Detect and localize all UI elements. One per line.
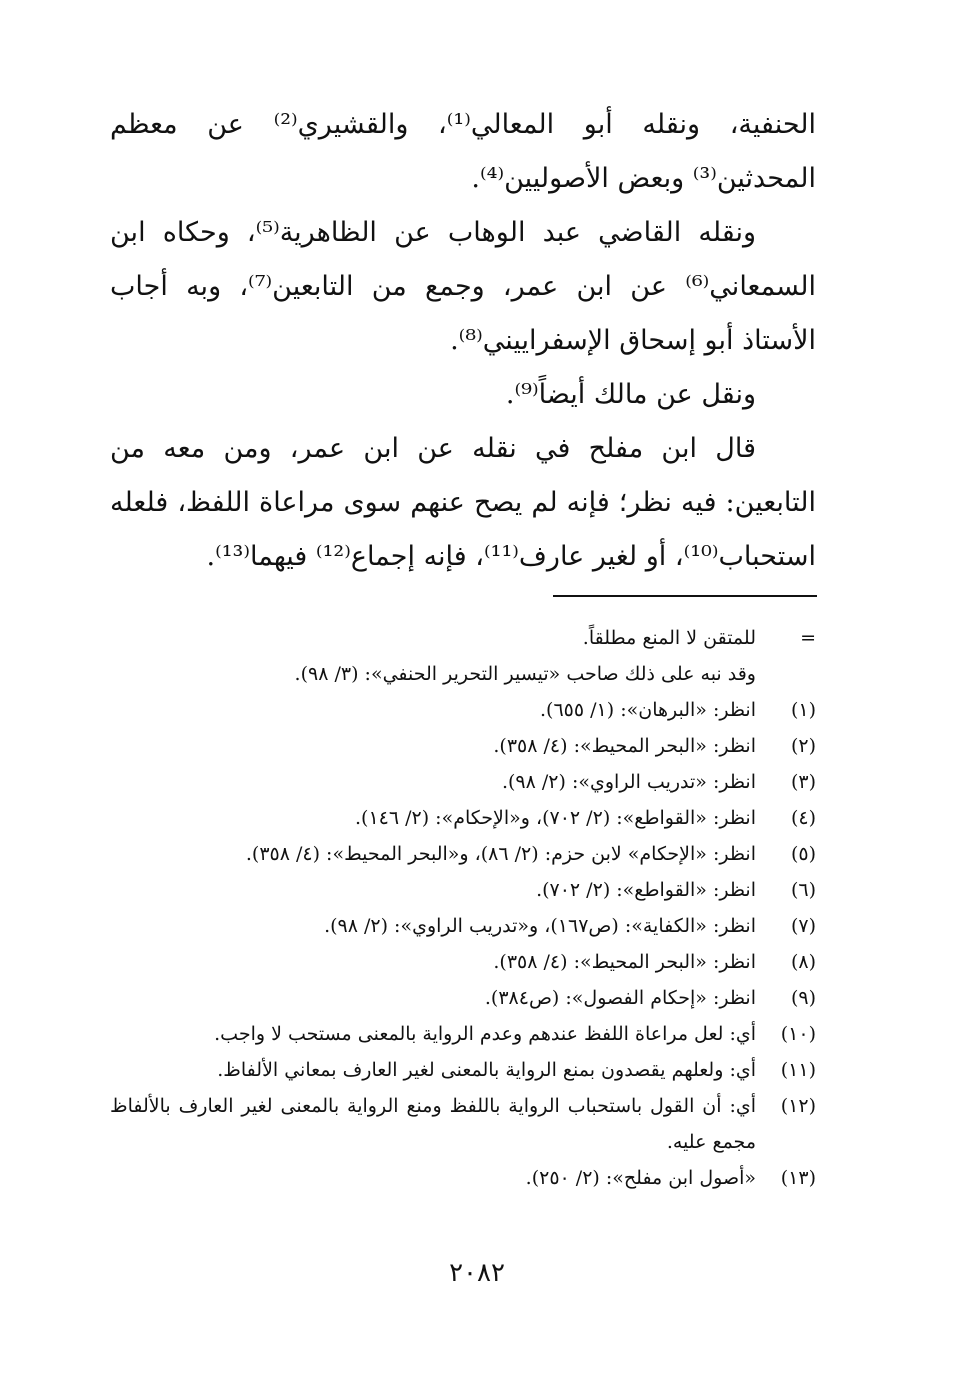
footnote-number: (٩): [790, 987, 816, 1009]
footnote-number: (١٢): [780, 1095, 816, 1117]
footnote-number: (١٣): [780, 1167, 816, 1189]
footnote: [110, 1088, 816, 1160]
footnote: [110, 1160, 816, 1196]
footnote: [110, 692, 816, 728]
footnote-text: انظر: «إحكام الفصول»: (ص٣٨٤).: [484, 987, 756, 1009]
footnote-text: «أصول ابن مفلح»: (٢/ ٢٥٠).: [525, 1167, 756, 1189]
footnote-text: انظر: «البحر المحيط»: (٤/ ٣٥٨).: [493, 951, 756, 973]
footnote-number: (٢): [790, 735, 816, 757]
page-number: ٢٠٨٢: [449, 1258, 505, 1288]
footnote-text: انظر: «الإحكام» لابن حزم: (٢/ ٨٦)، و«البحر المحيط»: (٤/ ٣٥٨).: [245, 843, 756, 865]
footnote: [110, 764, 816, 800]
paragraph-1: الحنفية، ونقله أبو المعالي⁽¹⁾، والقشيري⁽²⁾ عن معظم المحدثين⁽³⁾ وبعض الأصوليين⁽⁴⁾.: [110, 109, 817, 194]
footnote-number: (٤): [790, 807, 816, 829]
footnote-text: انظر: «البرهان»: (١/ ٦٥٥).: [540, 699, 756, 721]
footnote-text: أي: ولعلهم يقصدون بمنع الرواية بالمعنى لغير العارف بمعاني الألفاظ.: [217, 1059, 756, 1081]
main-text: [110, 98, 816, 584]
footnote: [110, 800, 816, 836]
footnote-number: (٥): [790, 843, 816, 865]
footnote-number: (١١): [780, 1059, 816, 1081]
footnote: [110, 944, 816, 980]
footnote: [110, 872, 816, 908]
footnote-number: (٦): [790, 879, 816, 901]
footnote: [110, 908, 816, 944]
footnote-number: (٨): [790, 951, 816, 973]
footnote-number: =: [800, 627, 816, 649]
footnote: [110, 656, 816, 692]
footnote-text: انظر: «تدريب الراوي»: (٢/ ٩٨).: [501, 771, 756, 793]
footnote-separator: [553, 595, 817, 597]
footnotes: [110, 620, 816, 1196]
footnote: [110, 1052, 816, 1088]
footnote: [110, 980, 816, 1016]
footnote-text: وقد نبه على ذلك صاحب «تيسير التحرير الحنفي»: (٣/ ٩٨).: [294, 663, 756, 685]
footnote-number: (١٠): [780, 1023, 816, 1045]
paragraph-2: ونقله القاضي عبد الوهاب عن الظاهرية⁽⁵⁾، وحكاه ابن السمعاني⁽⁶⁾ عن ابن عمر، وجمع من التابعين⁽⁷⁾، وبه أجاب الأستاذ أبو إسحاق الإسفراييني⁽⁸⁾.: [110, 217, 816, 356]
footnote: [110, 728, 816, 764]
paragraph-3: ونقل عن مالك أيضاً⁽⁹⁾.: [505, 379, 756, 410]
footnote: [110, 1016, 816, 1052]
footnote-number: (١): [790, 699, 816, 721]
footnote-number: (٧): [790, 915, 816, 937]
footnote-text: للمتقن لا المنع مطلقاً.: [582, 627, 756, 649]
footnote-text: انظر: «القواطع»: (٢/ ٧٠٢).: [536, 879, 756, 901]
footnote-number: (٣): [790, 771, 816, 793]
footnote-text: انظر: «الكفاية»: (ص١٦٧)، و«تدريب الراوي»: (٢/ ٩٨).: [324, 915, 756, 937]
footnote-text: أي: لعل مراعاة اللفظ عندهم وعدم الرواية بالمعنى مستحب لا واجب.: [214, 1023, 756, 1045]
footnote-text: انظر: «البحر المحيط»: (٤/ ٣٥٨).: [493, 735, 756, 757]
footnote: [110, 836, 816, 872]
paragraph-4: قال ابن مفلح في نقله عن ابن عمر، ومن معه من التابعين: فيه نظر؛ فإنه لم يصح عنهم سوى مراعاة اللفظ، فلعله استحباب⁽¹⁰⁾، أو لغير عارف⁽¹¹⁾، فإنه إجماع⁽¹²⁾ فيهما⁽¹³⁾.: [110, 433, 816, 572]
footnote: [110, 620, 816, 656]
footnote-text: انظر: «القواطع»: (٢/ ٧٠٢)، و«الإحكام»: (٢/ ١٤٦).: [354, 807, 756, 829]
footnote-text: أي: أن القول باستحباب الرواية باللفظ ومنع الرواية بالمعنى لغير العارف بالألفاظ مجمع عليه.: [110, 1095, 756, 1153]
